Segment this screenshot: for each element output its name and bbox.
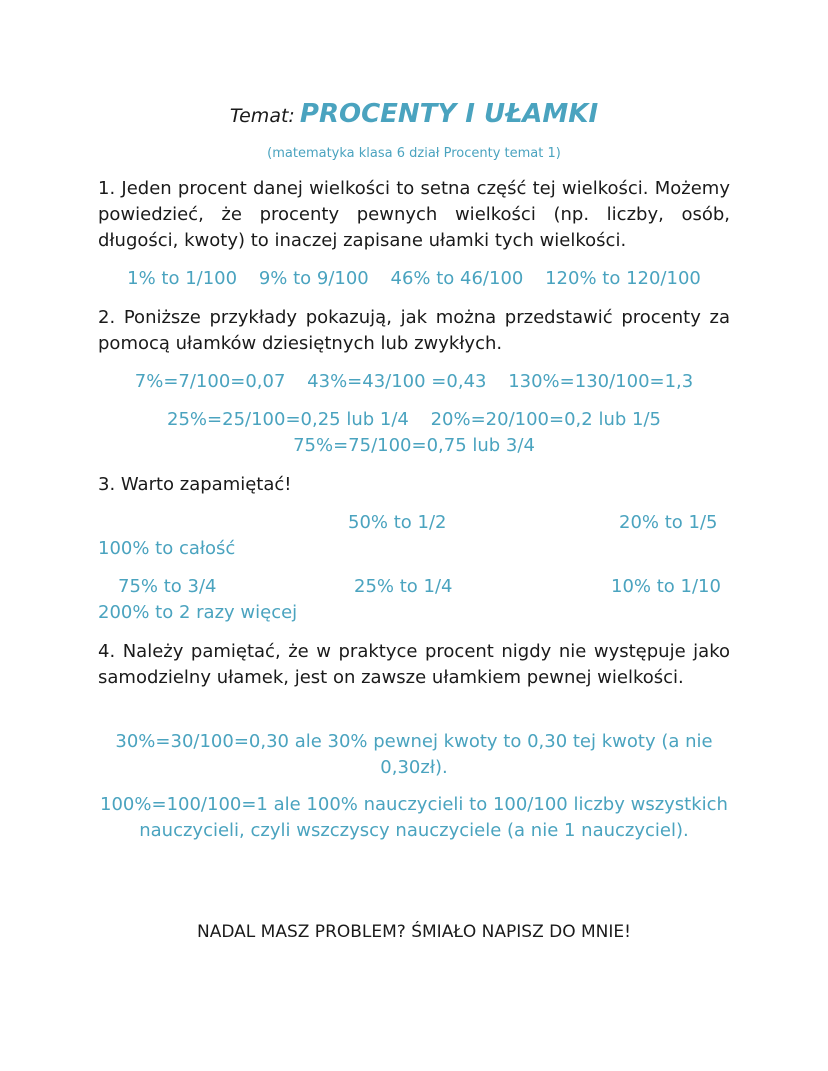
section1-example: 9% to 9/100 <box>258 268 369 289</box>
title-prefix: Temat: <box>229 105 295 127</box>
memo-item: 100% to całość <box>98 538 236 559</box>
section1-examples <box>98 266 730 292</box>
section2-examples-row3 <box>98 433 730 459</box>
memo-item: 10% to 1/10 <box>611 576 721 597</box>
section4-text: 4. Należy pamiętać, że w praktyce procent nigdy nie występuje jako samodzielny ułamek, jest on zawsze ułamkiem pewnej wielkości. <box>98 641 730 688</box>
section4-example1: 30%=30/100=0,30 ale 30% pewnej kwoty to 0,30 tej kwoty (a nie 0,30zł). <box>115 731 713 778</box>
section1-example: 120% to 120/100 <box>545 268 701 289</box>
section1-text: 1. Jeden procent danej wielkości to setna część tej wielkości. Możemy powiedzieć, że procenty pewnych wielkości (np. liczby, osób, długości, kwoty) to inaczej zapisane ułamki tych wielkości. <box>98 178 730 251</box>
section2-example: 7%=7/100=0,07 <box>134 371 286 392</box>
memo-item: 75% to 3/4 <box>118 576 217 597</box>
section2-example: 25%=25/100=0,25 lub 1/4 <box>167 409 409 430</box>
title-main: PROCENTY I UŁAMKI <box>299 99 599 129</box>
section3-text: 3. Warto zapamiętać! <box>98 474 292 495</box>
footer-message: NADAL MASZ PROBLEM? ŚMIAŁO NAPISZ DO MNIE! <box>197 922 631 942</box>
section2-example: 130%=130/100=1,3 <box>508 371 694 392</box>
section2-text: 2. Poniższe przykłady pokazują, jak można przedstawić procenty za pomocą ułamków dziesiętnych lub zwykłych. <box>98 307 730 354</box>
memo-item: 50% to 1/2 <box>348 512 447 533</box>
section1-example: 46% to 46/100 <box>390 268 524 289</box>
section2-examples-row1 <box>98 369 730 395</box>
section2-example: 75%=75/100=0,75 lub 3/4 <box>293 435 535 456</box>
section4-example2: 100%=100/100=1 ale 100% nauczycieli to 100/100 liczby wszystkich nauczycieli, czyli wszczyscy nauczyciele (a nie 1 nauczyciel). <box>100 794 728 841</box>
section2-examples-row2 <box>98 407 730 433</box>
section2-example: 20%=20/100=0,2 lub 1/5 <box>430 409 661 430</box>
memo-item: 25% to 1/4 <box>354 576 453 597</box>
section2-example: 43%=43/100 =0,43 <box>307 371 487 392</box>
memo-item: 20% to 1/5 <box>619 512 718 533</box>
subtitle: (matematyka klasa 6 dział Procenty temat 1) <box>267 146 561 161</box>
memo-item: 200% to 2 razy więcej <box>98 602 298 623</box>
section1-example: 1% to 1/100 <box>127 268 238 289</box>
page-title <box>0 96 828 135</box>
